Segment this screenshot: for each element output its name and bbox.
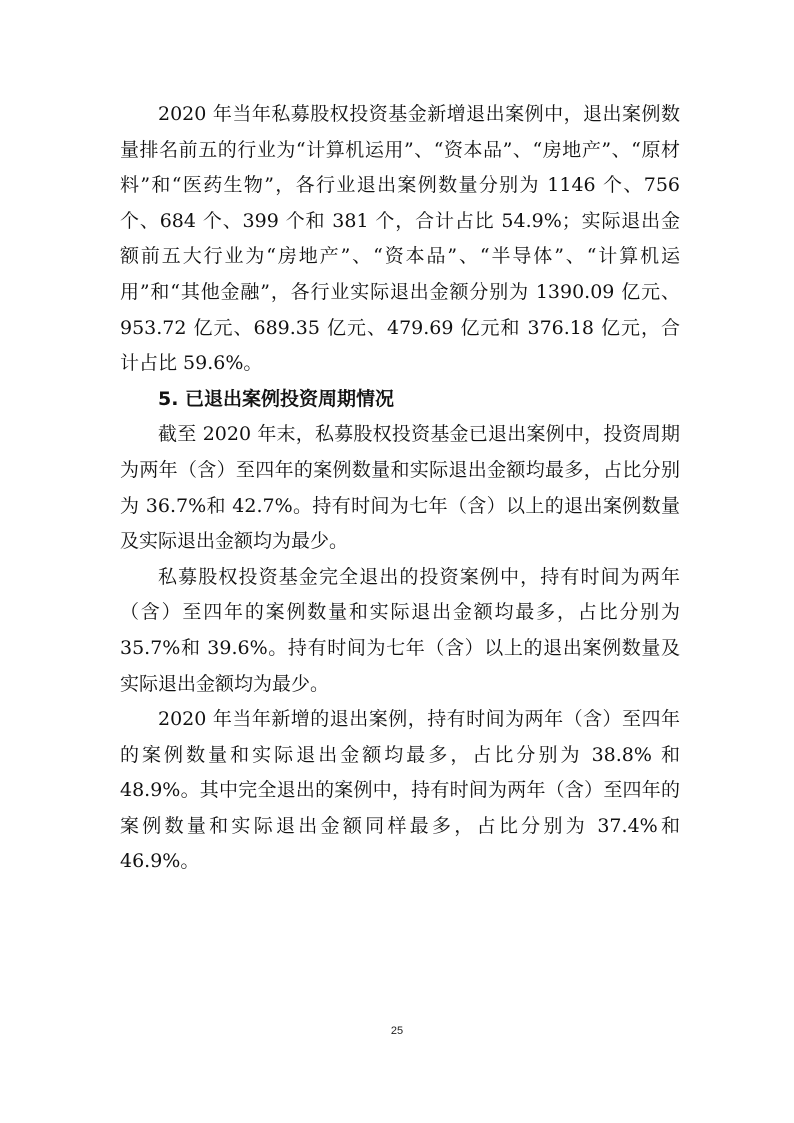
paragraph-full-exits: 私募股权投资基金完全退出的投资案例中，持有时间为两年（含）至四年的案例数量和实际退出金额均最多，占比分别为 35.7%和 39.6%。持有时间为七年（含）以上的退出案例数量及实际退出金额均为最少。	[120, 565, 680, 695]
document-body	[120, 97, 680, 880]
page-number: 25	[390, 1025, 404, 1037]
section-heading: 5. 已退出案例投资周期情况	[158, 387, 395, 410]
paragraph-2020-new-exits: 2020 年当年新增的退出案例，持有时间为两年（含）至四年的案例数量和实际退出金额均最多，占比分别为 38.8% 和 48.9%。其中完全退出的案例中，持有时间为两年（含）至四年的案例数量和实际退出金额同样最多，占比分别为 37.4%和 46.9%。	[120, 708, 680, 873]
paragraph-industry-exits: 2020 年当年私募股权投资基金新增退出案例中，退出案例数量排名前五的行业为“计算机运用”、“资本品”、“房地产”、“原材料”和“医药生物”，各行业退出案例数量分别为 1146 个、756 个、684 个、399 个和 381 个，合计占比 54.9%；实际退出金额前五大行业为“房地产”、“资本品”、“半导体”、“计算机运用”和“其他金融”，各行业实际退出金额分别为 1390.09 亿元、953.72 亿元、689.35 亿元、479.69 亿元和 376.18 亿元，合计占比 59.6%。	[120, 103, 680, 375]
paragraph-cumulative-exits: 截至 2020 年末，私募股权投资基金已退出案例中，投资周期为两年（含）至四年的案例数量和实际退出金额均最多，占比分别为 36.7%和 42.7%。持有时间为七年（含）以上的退出案例数量及实际退出金额均为最少。	[120, 423, 680, 553]
